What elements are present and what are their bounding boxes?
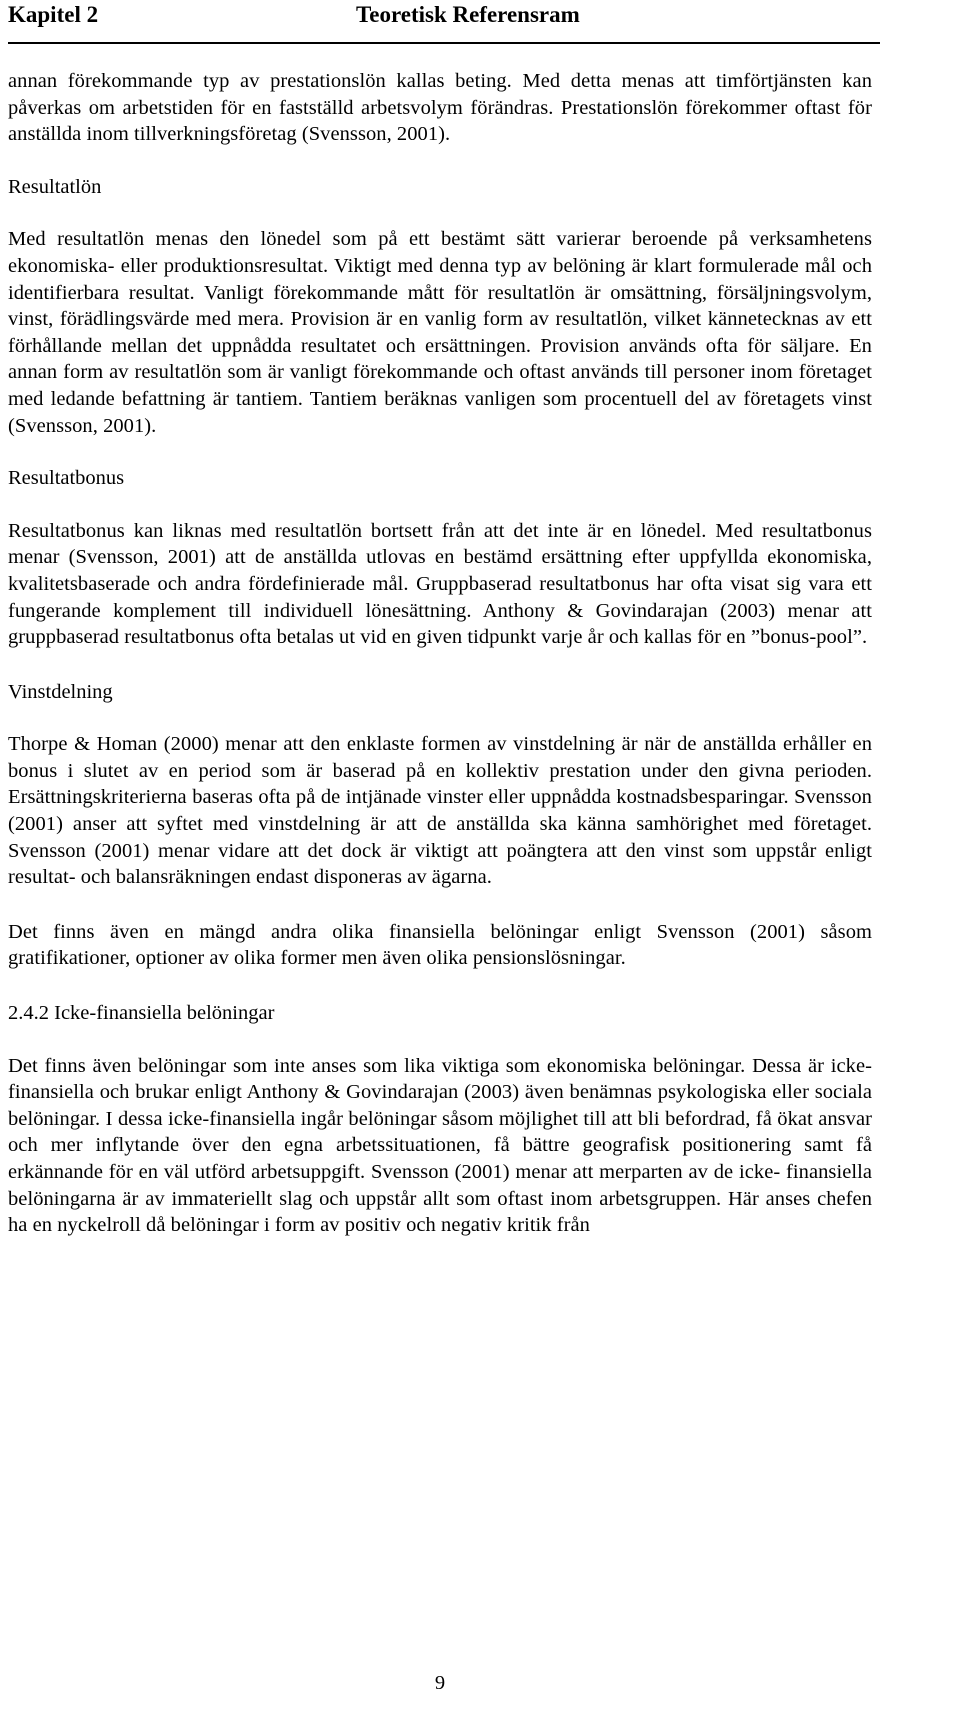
paragraph-prestationslon: annan förekommande typ av prestationslön kallas beting. Med detta menas att timförtjänsten kan påverkas om arbetstiden för en fastställd arbetsvolym förändras. Prestationslön förekommer oftast för anställda inom tillverkningsföretag (Svensson, 2001). bbox=[8, 70, 872, 146]
heading-resultatlon: Resultatlön bbox=[8, 175, 102, 198]
page-number: 9 bbox=[434, 1672, 446, 1694]
paragraph-resultatbonus: Resultatbonus kan liknas med resultatlön bortsett från att det inte är en lönedel. Med resultatbonus menar (Svensson, 2001) att de anställda utlovas en bestämd ersättning efter uppfyllda ekonomiska, kvalitetsbaserade och andra fördefinierade mål. Gruppbaserad resultatbonus har ofta visat sig vara ett fungerande komplement till individuell lönesättning. Anthony & Govindarajan (2003) menar att gruppbaserad resultatbonus ofta betalas ut vid en given tidpunkt varje år och kallas för en ”bonus-pool”. bbox=[8, 519, 872, 649]
page-header bbox=[8, 2, 880, 42]
chapter-label: Kapitel 2 bbox=[8, 2, 99, 27]
heading-vinstdelning: Vinstdelning bbox=[8, 680, 113, 703]
paragraph-resultatlon: Med resultatlön menas den lönedel som på ett bestämt sätt varierar beroende på verksamhetens ekonomiska- eller produktionsresultat. Viktigt med denna typ av belöning är klart formulerade mål och identifierbara resultat. Vanligt förekommande mått för resultatlön är omsättning, försäljningsvolym, vinst, förädlingsvärde med mera. Provision är en vanlig form av resultatlön, vilket kännetecknas av ett förhållande mellan det uppnådda resultatet och ersättningen. Provision används ofta för säljare. En annan form av resultatlön som är vanligt förekommande och oftast används till personer inom företaget med ledande befattning är tantiem. Tantiem beräknas vanligen som procentuell del av företagets vinst (Svensson, 2001). bbox=[8, 228, 872, 437]
paragraph-vinstdelning: Thorpe & Homan (2000) menar att den enklaste formen av vinstdelning är när de anställda erhåller en bonus i slutet av en period som är baserad på en kollektiv prestation under den givna perioden. Ersättningskriterierna baseras ofta på de intjänade vinster eller uppnådda kostnadsbesparingar. Svensson (2001) anser att syftet med vinstdelning är att de anställda ska känna samhörighet med företaget. Svensson (2001) menar vidare att det dock är viktigt att poängtera att den vinst som uppstår enligt resultat- och balansräkningen endast disponeras av ägarna. bbox=[8, 733, 872, 889]
heading-icke-finansiella: 2.4.2 Icke-finansiella belöningar bbox=[8, 1002, 275, 1025]
paragraph-andra-finansiella: Det finns även en mängd andra olika finansiella belöningar enligt Svensson (2001) såsom gratifikationer, optioner av olika former men även olika pensionslösningar. bbox=[8, 920, 872, 970]
paragraph-icke-finansiella: Det finns även belöningar som inte anses som lika viktiga som ekonomiska belöningar. Dessa är icke- finansiella och brukar enligt Anthony & Govindarajan (2003) även benämnas psykologiska eller sociala belöningar. I dessa icke-finansiella ingår belöningar såsom möjlighet till att bli befordrad, få ökat ansvar och mer inflytande över den egna arbetssituationen, få bättre geografisk positionering samt få erkännande för en väl utförd arbetsuppgift. Svensson (2001) menar att merparten av de icke- finansiella belöningarna är av immateriellt slag och uppstår allt som oftast inom arbetsgruppen. Här anses chefen ha en nyckelroll då belöningar i form av positiv och negativ kritik från bbox=[8, 1054, 872, 1237]
chapter-title: Teoretisk Referensram bbox=[356, 2, 580, 27]
heading-resultatbonus: Resultatbonus bbox=[8, 467, 125, 490]
header-divider bbox=[8, 42, 880, 44]
page-body bbox=[8, 68, 872, 1239]
